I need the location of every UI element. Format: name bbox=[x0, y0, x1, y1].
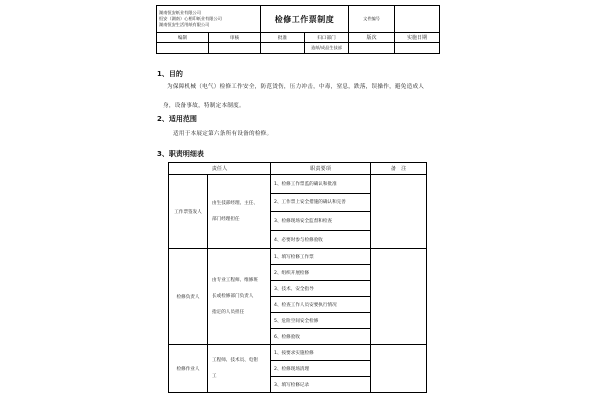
assignee-line: 指定的人员担任 bbox=[212, 309, 245, 315]
doc-number-label: 文件编号 bbox=[349, 6, 395, 33]
responsible-dept-label: 归口部门 bbox=[305, 33, 349, 43]
responsibility-table bbox=[168, 162, 427, 393]
version-label: 版次 bbox=[349, 33, 395, 43]
section-1-heading: 1、目的 bbox=[157, 70, 183, 78]
role-cell: 工作票签发人 bbox=[169, 175, 208, 249]
document-header-table bbox=[156, 5, 440, 54]
assignee-line: 长或检修部门负责人 bbox=[212, 293, 254, 299]
assignee-cell bbox=[208, 175, 271, 249]
duty-item: 6、检修验收 bbox=[271, 329, 371, 345]
table-row bbox=[169, 345, 427, 361]
assignee-line: 由专业工程师、维修班 bbox=[212, 277, 258, 283]
table-row bbox=[169, 249, 427, 265]
duty-item: 4、检查工作人员安要执行情况 bbox=[271, 297, 371, 313]
duty-item: 5、危险空间安全检修 bbox=[271, 313, 371, 329]
compiled-by-value bbox=[157, 43, 209, 54]
section-1-text: 为保障机械（电气）检修工作安全，防范烫伤，压力冲击，中毒，窒息，跌落，误操作，避免造成人身，设备事故，特制定本制度。 bbox=[163, 84, 425, 109]
duty-item: 4、必要时参与检修验收 bbox=[271, 230, 371, 249]
duty-item: 1、填写检修工作票 bbox=[271, 249, 371, 265]
duty-item: 2、工作票上安全措施的确认和完善 bbox=[271, 193, 371, 212]
table-header-row bbox=[169, 163, 427, 175]
duty-item: 1、检修工作票监的确认和批准 bbox=[271, 175, 371, 194]
effective-date-value bbox=[395, 43, 440, 54]
assignee-cell bbox=[208, 249, 271, 345]
assignee-line: 由生技部经理、主任、 bbox=[212, 200, 258, 206]
approved-by-label: 批准 bbox=[261, 33, 305, 43]
section-2-heading: 2、适用范围 bbox=[157, 115, 197, 123]
doc-number-value bbox=[395, 6, 440, 33]
section-2-text: 适用于本展定第六条所有设备的检修。 bbox=[173, 131, 273, 137]
effective-date-label: 实施日期 bbox=[395, 33, 440, 43]
document-page bbox=[144, 0, 456, 400]
compiled-by-label: 编制 bbox=[157, 33, 209, 43]
role-cell: 检修作业人 bbox=[169, 345, 208, 393]
remarks-cell bbox=[371, 249, 427, 345]
reviewed-by-value bbox=[209, 43, 261, 54]
duty-item: 3、技术、安全指导 bbox=[271, 281, 371, 297]
remarks-cell bbox=[371, 175, 427, 249]
section-3-heading: 3、职责明细表 bbox=[157, 150, 204, 158]
duty-item: 1、按要求实施检修 bbox=[271, 345, 371, 361]
remarks-cell bbox=[371, 345, 427, 393]
responsible-dept-value: 造纸/成品生技部 bbox=[305, 43, 349, 54]
duty-item: 3、填写检修记录 bbox=[271, 377, 371, 393]
column-header-remarks: 备 注 bbox=[371, 163, 427, 175]
column-header-duties: 职责要项 bbox=[271, 163, 371, 175]
org-line: 湖南恒安纸业有限公司 bbox=[159, 9, 201, 15]
organization-names bbox=[157, 6, 261, 33]
assignee-line: 工程师、技术员、电钳 bbox=[212, 357, 258, 363]
assignee-cell bbox=[208, 345, 271, 393]
table-row bbox=[169, 175, 427, 194]
org-line: 湖南恒安生活用纸有限公司 bbox=[159, 22, 210, 28]
duty-item: 3、检修现场安全监督和检查 bbox=[271, 212, 371, 231]
assignee-line: 工 bbox=[212, 373, 217, 379]
document-title: 检修工作票制度 bbox=[261, 6, 349, 33]
column-header-responsible: 责任人 bbox=[169, 163, 271, 175]
duty-item: 2、检修现场清理 bbox=[271, 361, 371, 377]
org-line: 恒安（湖南）心相印纸业有限公司 bbox=[159, 15, 222, 21]
reviewed-by-label: 审核 bbox=[209, 33, 261, 43]
role-cell: 检修负责人 bbox=[169, 249, 208, 345]
version-value bbox=[349, 43, 395, 54]
approved-by-value bbox=[261, 43, 305, 54]
assignee-line: 部门经理担任 bbox=[212, 216, 240, 222]
duty-item: 2、组织开展检修 bbox=[271, 265, 371, 281]
